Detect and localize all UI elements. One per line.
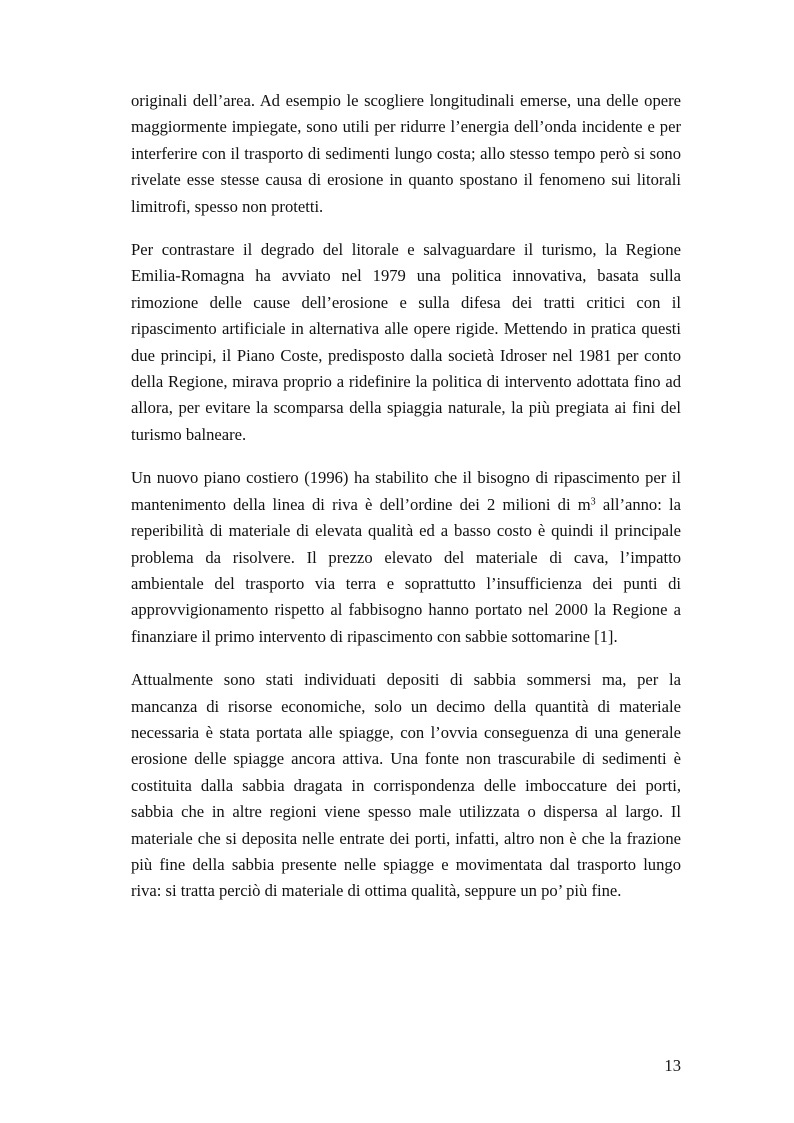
paragraph-3	[131, 465, 681, 650]
paragraph-3-text-after: all’anno: la reperibilità di materiale di elevata qualità ed a basso costo è quindi il principale problema da risolvere. Il prezzo elevato del materiale di cava, l’impatto ambientale del trasporto via terra e soprattutto l’insufficienza dei punti di approvvigionamento rispetto al fabbisogno hanno portato nel 2000 la Regione a finanziare il primo intervento di ripascimento con sabbie sottomarine [1].	[131, 494, 681, 646]
paragraph-1: originali dell’area. Ad esempio le scogliere longitudinali emerse, una delle opere maggiormente impiegate, sono utili per ridurre l’energia dell’onda incidente e per interferire con il trasporto di sedimenti lungo costa; allo stesso tempo però si sono rivelate esse stesse causa di erosione in quanto spostano il fenomeno sui litorali limitrofi, spesso non protetti.	[131, 91, 681, 216]
paragraph-4: Attualmente sono stati individuati depositi di sabbia sommersi ma, per la mancanza di risorse economiche, solo un decimo della quantità di materiale necessaria è stata portata alle spiagge, con l’ovvia conseguenza di una generale erosione delle spiagge ancora attiva. Una fonte non trascurabile di sedimenti è costituita dalla sabbia dragata in corrispondenza delle imboccature dei porti, sabbia che in altre regioni viene spesso male utilizzata o dispersa al largo. Il materiale che si deposita nelle entrate dei porti, infatti, altro non è che la frazione più fine della sabbia presente nelle spiagge e movimentata dal trasporto lungo riva: si tratta perciò di materiale di ottima qualità, seppure un po’ più fine.	[131, 670, 681, 901]
document-body	[131, 88, 681, 922]
page-number: 13	[664, 1056, 681, 1075]
paragraph-2: Per contrastare il degrado del litorale e salvaguardare il turismo, la Regione Emilia-Romagna ha avviato nel 1979 una politica innovativa, basata sulla rimozione delle cause dell’erosione e sulla difesa dei tratti critici con il ripascimento artificiale in alternativa alle opere rigide. Mettendo in pratica questi due principi, il Piano Coste, predisposto dalla società Idroser nel 1981 per conto della Regione, mirava proprio a ridefinire la politica di intervento adottata fino ad allora, per evitare la scomparsa della spiaggia naturale, la più pregiata ai fini del turismo balneare.	[131, 240, 681, 444]
paragraph-3-text-before: Un nuovo piano costiero (1996) ha stabilito che il bisogno di ripascimento per il mantenimento della linea di riva è dell’ordine dei 2 milioni di m	[131, 468, 681, 514]
superscript-exponent: 3	[590, 496, 596, 508]
